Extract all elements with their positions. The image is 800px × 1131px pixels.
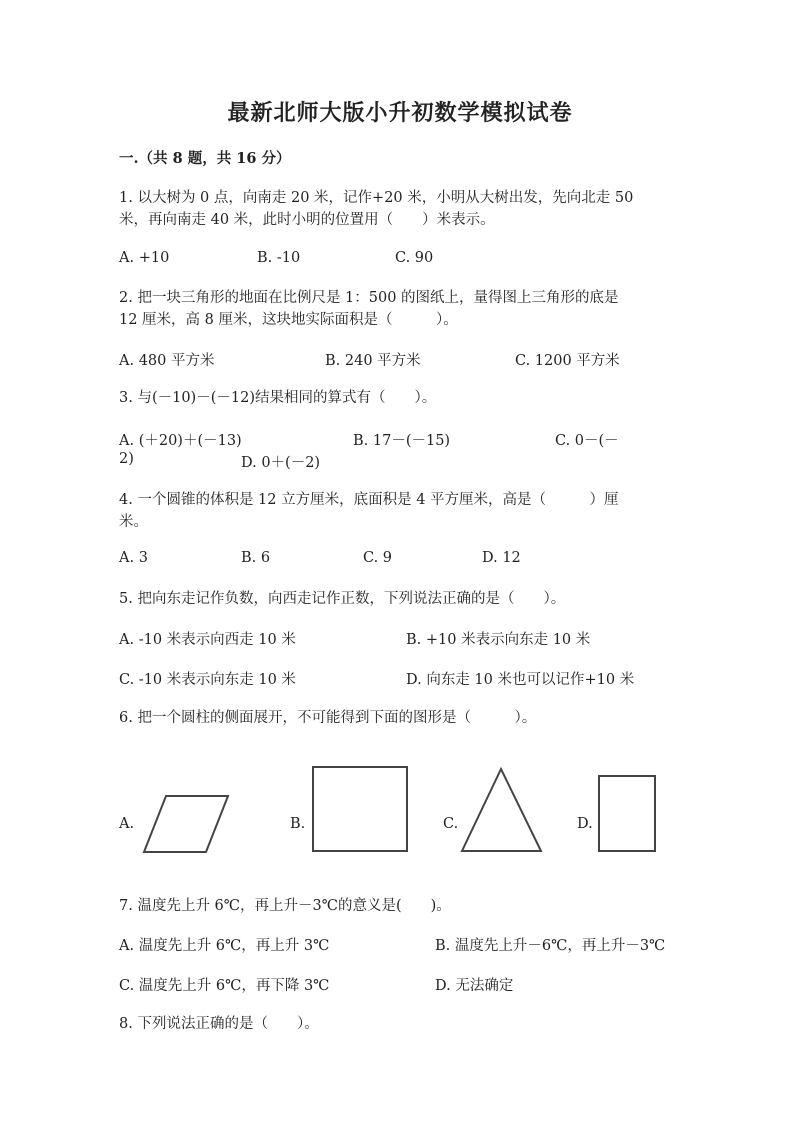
question-7-option-a: A. 温度先上升 6℃，再上升 3℃ [119, 938, 330, 954]
question-6-option-b-label: B. [290, 816, 306, 832]
question-5-option-c: C. -10 米表示向东走 10 米 [119, 672, 296, 688]
question-3-option-c-continued: 2) [119, 451, 134, 467]
question-2-option-b: B. 240 平方米 [325, 353, 421, 369]
question-3-option-d: D. 0＋(－2) [241, 455, 321, 471]
question-4-option-a: A. 3 [119, 550, 148, 566]
small-rectangle-shape [599, 776, 655, 851]
question-7-option-b: B. 温度先上升－6℃，再上升－3℃ [435, 938, 666, 954]
question-4-option-c: C. 9 [363, 550, 393, 566]
question-4-line-1: 4. 一个圆锥的体积是 12 立方厘米，底面积是 4 平方厘米，高是（ ）厘 [119, 492, 619, 508]
question-6-option-d-label: D. [577, 816, 593, 832]
question-1-line-2: 米，再向南走 40 米，此时小明的位置用（ ）米表示。 [119, 212, 495, 228]
question-5-option-d: D. 向东走 10 米也可以记作+10 米 [406, 672, 635, 688]
question-4-option-d: D. 12 [482, 550, 521, 566]
question-3-option-b: B. 17－(－15) [353, 433, 451, 449]
question-4-line-2: 米。 [119, 514, 148, 530]
question-1-option-a: A. +10 [119, 250, 170, 266]
triangle-shape [462, 769, 541, 851]
question-4-option-b: B. 6 [241, 550, 271, 566]
question-5-option-b: B. +10 米表示向东走 10 米 [406, 632, 591, 648]
question-5-line-1: 5. 把向东走记作负数，向西走记作正数，下列说法正确的是（ ）。 [119, 591, 566, 607]
question-3-option-c: C. 0－(－ [555, 433, 619, 449]
question-6-option-a-label: A. [119, 816, 135, 832]
large-rectangle-shape [313, 767, 407, 851]
question-2-line-1: 2. 把一块三角形的地面在比例尺是 1：500 的图纸上，量得图上三角形的底是 [119, 290, 619, 306]
question-1-option-c: C. 90 [395, 250, 434, 266]
question-7-line-1: 7. 温度先上升 6℃，再上升－3℃的意义是( )。 [119, 898, 451, 914]
question-6-option-c-label: C. [443, 816, 459, 832]
section-heading: 一.（共 8 题，共 16 分） [119, 150, 291, 167]
page-title: 最新北师大版小升初数学模拟试卷 [227, 100, 573, 126]
question-3-option-a: A. (＋20)＋(－13) [119, 433, 242, 449]
question-6-line-1: 6. 把一个圆柱的侧面展开，不可能得到下面的图形是（ ）。 [119, 710, 537, 726]
question-8-line-1: 8. 下列说法正确的是（ ）。 [119, 1016, 319, 1032]
parallelogram-shape [144, 796, 228, 852]
question-3-line-1: 3. 与(－10)－(－12)结果相同的算式有（ ）。 [119, 390, 437, 406]
question-2-line-2: 12 厘米，高 8 厘米，这块地实际面积是（ ）。 [119, 312, 458, 328]
question-7-option-c: C. 温度先上升 6℃，再下降 3℃ [119, 978, 330, 994]
question-1-option-b: B. -10 [257, 250, 301, 266]
question-2-option-a: A. 480 平方米 [119, 353, 215, 369]
question-5-option-a: A. -10 米表示向西走 10 米 [119, 632, 296, 648]
question-2-option-c: C. 1200 平方米 [515, 353, 620, 369]
question-1-line-1: 1. 以大树为 0 点，向南走 20 米，记作+20 米，小明从大树出发，先向北走 50 [119, 190, 634, 206]
question-7-option-d: D. 无法确定 [435, 978, 514, 994]
